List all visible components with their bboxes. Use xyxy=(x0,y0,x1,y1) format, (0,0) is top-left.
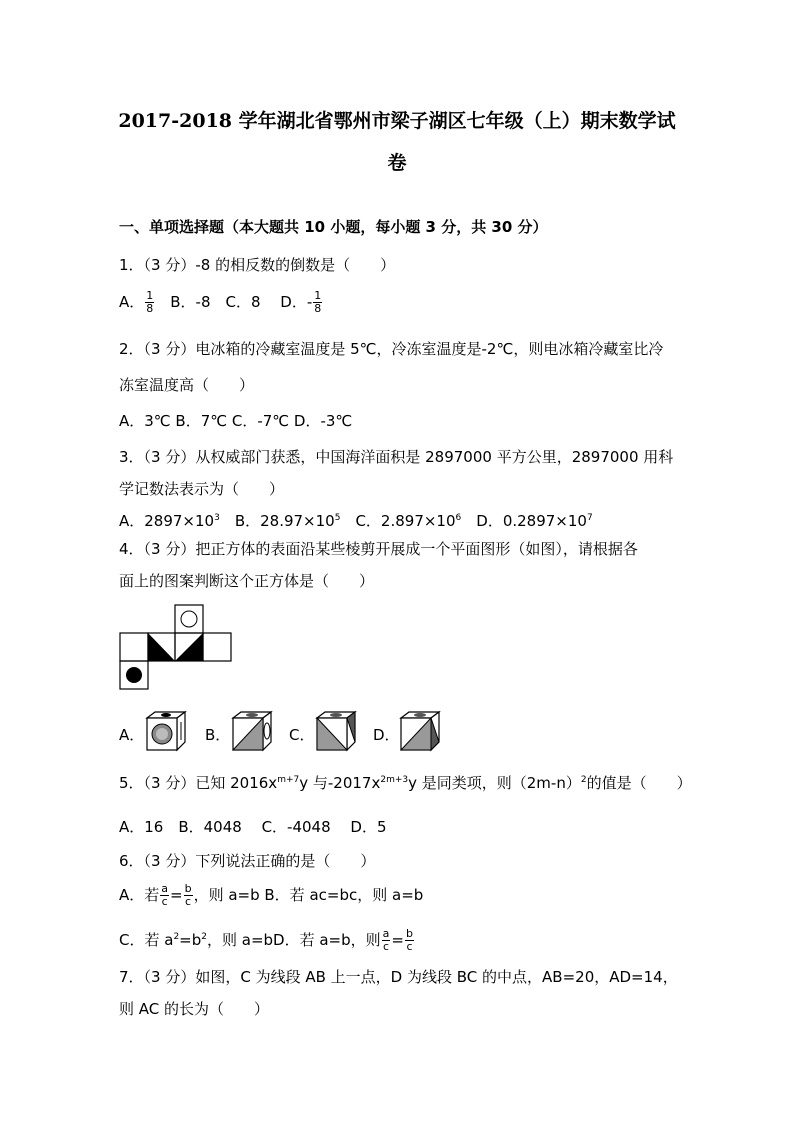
q4-stem-2: 面上的图案判断这个正方体是（ ） xyxy=(119,572,375,590)
q6-frac2-den: c xyxy=(185,895,192,908)
q6-eq2: = xyxy=(391,931,404,949)
q2-stem-1: 2．（3 分）电冰箱的冷藏室温度是 5℃，冷冻室温度是-2℃，则电冰箱冷藏室比冷 xyxy=(119,340,664,358)
q6-frac1-den: c xyxy=(161,895,168,908)
net-hollow-circle xyxy=(181,611,197,627)
net-face-4 xyxy=(203,633,231,661)
q7-stem-1: 7．（3 分）如图，C 为线段 AB 上一点，D 为线段 BC 的中点，AB=20，AD=14， xyxy=(119,968,678,986)
q5-options: A．16 B．4048 C．-4048 D．5 xyxy=(119,818,387,836)
net-black-triangle-1 xyxy=(148,633,175,661)
q1-frac-a-den: 8 xyxy=(146,302,154,315)
q3-opt-c: C．2.897×10 xyxy=(340,512,456,530)
q6-frac-d2 xyxy=(405,928,414,953)
q6-stem: 6．（3 分）下列说法正确的是（ ） xyxy=(119,852,376,870)
q3-opt-a-exp: 3 xyxy=(214,513,220,523)
q6-frac4-den: c xyxy=(406,940,413,953)
q6-a-post: ，则 a=b B．若 ac=bc，则 a=b xyxy=(193,886,424,904)
q1-opt-a: A． xyxy=(119,293,145,311)
cube-net-figure xyxy=(119,604,239,694)
q6-frac-d1 xyxy=(382,928,391,953)
net-face-1 xyxy=(120,633,148,661)
q6-frac-a-over-c xyxy=(160,883,169,908)
q4-opt-c-label: C． xyxy=(289,726,315,744)
doc-title-line2: 卷 xyxy=(387,152,407,174)
q6-c-pre: C．若 a xyxy=(119,931,174,949)
cube-d-icon xyxy=(399,710,443,752)
q1-frac-a-num: 1 xyxy=(146,289,154,302)
q4-opt-a-label: A． xyxy=(119,726,145,744)
q1-frac-d xyxy=(313,290,322,315)
q5-stem xyxy=(119,772,692,793)
q6-frac3-den: c xyxy=(383,940,390,953)
q3-opt-c-exp: 6 xyxy=(455,513,462,523)
q6-frac4-num: b xyxy=(405,927,413,940)
q4-opt-d-label: D． xyxy=(373,726,400,744)
q3-opt-d-exp: 7 xyxy=(586,513,593,523)
q5-end: 的值是（ ） xyxy=(586,774,692,792)
q6-options-ab xyxy=(119,883,423,908)
q1-options xyxy=(119,290,323,315)
cube-c-icon xyxy=(315,710,359,752)
q6-a-pre: A．若 xyxy=(119,886,160,904)
q3-opt-b-exp: 5 xyxy=(334,513,341,523)
q1-frac-a xyxy=(145,290,154,315)
section-heading: 一、单项选择题（本大题共 10 小题，每小题 3 分，共 30 分） xyxy=(119,218,548,236)
q5-exp3: 2 xyxy=(580,775,587,785)
doc-title-line1: 2017-2018 学年湖北省鄂州市梁子湖区七年级（上）期末数学试 xyxy=(118,110,676,132)
q5-exp2: 2m+3 xyxy=(380,775,409,785)
q6-frac1-num: a xyxy=(161,882,169,895)
q3-stem-1: 3．（3 分）从权威部门获悉，中国海洋面积是 2897000 平方公里，2897000 用科 xyxy=(119,448,674,466)
q7-stem-2: 则 AC 的长为（ ） xyxy=(119,1000,270,1018)
q3-stem-2: 学记数法表示为（ ） xyxy=(119,480,285,498)
net-black-circle xyxy=(126,667,142,683)
q6-c-mid: =b xyxy=(179,931,202,949)
cube-b-icon xyxy=(231,710,275,752)
q2-options: A．3℃ B．7℃ C．-7℃ D．-3℃ xyxy=(119,412,353,430)
q6-c-exp2: 2 xyxy=(201,932,207,942)
q5-mid: y 与-2017x xyxy=(299,774,381,792)
q1-frac-d-den: 8 xyxy=(314,302,322,315)
q6-c-post: ，则 a=bD．若 a=b，则 xyxy=(207,931,381,949)
net-top-face xyxy=(175,605,203,633)
q6-frac2-num: b xyxy=(184,882,192,895)
q1-frac-d-num: 1 xyxy=(314,289,322,302)
q1-opt-bcd: B．-8 C．8 D．- xyxy=(155,293,313,311)
q3-options xyxy=(119,510,593,531)
q6-c-exp: 2 xyxy=(173,932,180,942)
q6-eq: = xyxy=(170,886,183,904)
q2-stem-2: 冻室温度高（ ） xyxy=(119,376,255,394)
q6-frac-b-over-c xyxy=(184,883,193,908)
q6-frac3-num: a xyxy=(382,927,390,940)
q6-options-cd xyxy=(119,928,415,953)
q1-stem: 1．（3 分）-8 的相反数的倒数是（ ） xyxy=(119,256,396,274)
q4-opt-b-label: B． xyxy=(205,726,231,744)
q5-pre: 5．（3 分）已知 2016x xyxy=(119,774,278,792)
q4-stem-1: 4．（3 分）把正方体的表面沿某些棱剪开展成一个平面图形（如图），请根据各 xyxy=(119,540,638,558)
cube-a-icon xyxy=(145,710,189,752)
net-black-triangle-2 xyxy=(175,633,203,661)
q3-opt-b: B．28.97×10 xyxy=(219,512,335,530)
q3-opt-d: D．0.2897×10 xyxy=(461,512,587,530)
q5-exp1: m+7 xyxy=(277,775,300,785)
q5-post: y 是同类项，则（2m-n） xyxy=(408,774,581,792)
q3-opt-a: A．2897×10 xyxy=(119,512,215,530)
